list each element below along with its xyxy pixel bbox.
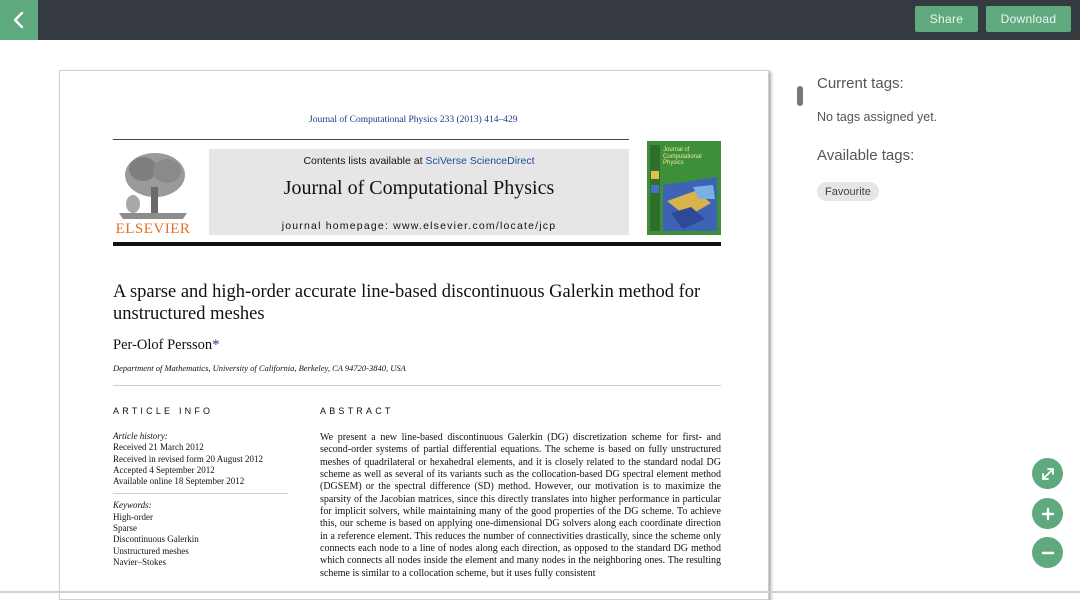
contents-line xyxy=(209,155,629,167)
header-rule xyxy=(113,139,629,140)
sciencedirect-link[interactable]: SciVerse ScienceDirect xyxy=(425,155,535,167)
chevron-left-icon xyxy=(12,11,26,29)
history-item: Available online 18 September 2012 xyxy=(113,476,245,487)
abstract-heading: ABSTRACT xyxy=(320,406,394,416)
keyword-item: Navier–Stokes xyxy=(113,556,166,567)
no-tags-text: No tags assigned yet. xyxy=(817,110,938,124)
available-tags-heading: Available tags: xyxy=(817,147,915,164)
keywords-label: Keywords: xyxy=(113,500,152,511)
masthead-rule xyxy=(113,242,721,246)
journal-citation: Journal of Computational Physics 233 (2013) 414–429 xyxy=(309,115,518,125)
keyword-item: Discontinuous Galerkin xyxy=(113,534,199,545)
back-button[interactable] xyxy=(0,0,38,40)
download-button[interactable]: Download xyxy=(986,6,1071,32)
cover-title: Journal of Computational Physics xyxy=(663,147,702,166)
keyword-item: Unstructured meshes xyxy=(113,545,189,556)
journal-cover xyxy=(647,141,721,235)
article-info-heading: ARTICLE INFO xyxy=(113,406,214,416)
tag-chip-favourite[interactable]: Favourite xyxy=(817,182,879,201)
expand-arrows-icon xyxy=(1040,466,1056,482)
journal-name: Journal of Computational Physics xyxy=(283,177,555,199)
journal-banner xyxy=(209,149,629,235)
publisher-logo-text: ELSEVIER xyxy=(115,221,191,237)
current-tags-heading: Current tags: xyxy=(817,75,904,92)
contents-line-prefix: Contents lists available at xyxy=(303,155,426,167)
plus-icon xyxy=(1041,507,1055,521)
article-info xyxy=(113,431,293,568)
author-line xyxy=(113,337,219,354)
journal-homepage: journal homepage: www.elsevier.com/locate/jcp xyxy=(281,220,557,232)
minus-icon xyxy=(1041,546,1055,560)
document-viewer[interactable] xyxy=(0,40,790,593)
viewer-scrollbar[interactable] xyxy=(797,86,803,106)
affiliation: Department of Mathematics, University of California, Berkeley, CA 94720-3840, USA xyxy=(113,363,406,373)
author-name: Per-Olof Persson xyxy=(113,337,213,353)
paper-title: A sparse and high-order accurate line-based discontinuous Galerkin method for unstructured meshes xyxy=(113,282,701,324)
top-bar xyxy=(0,0,1080,40)
zoom-in-button[interactable] xyxy=(1032,498,1063,529)
abstract-text: We present a new line-based discontinuous Galerkin (DG) discretization scheme for first- and second-order systems of partial differential equations. The scheme is based on fully unstructured meshes of quadrilateral or hexahedral elements, and it is closely related to the standard nodal DG scheme as well as several of its variants such as the collocation-based DG spectral element method (DGSEM) or the spectral difference (SD) method. However, our motivation is to maximize the sparsity of the Jacobian matrices, since this directly translates into higher performance in particular for implicit solvers, while maintaining many of the good properties of the DG scheme. To achieve this, our scheme is based on applying one-dimensional DG solvers along each coordinate direction in a reference element. This reduces the number of connectivities drastically, since the scheme only connects each node to a line of nodes along each direction, as opposed to the standard DG method which connects all nodes inside the element and many nodes in the neighboring ones. The resulting scheme is similar to a collocation scheme, but it uses fully consistent xyxy=(320,432,721,579)
history-item: Received 21 March 2012 xyxy=(113,442,204,453)
fit-page-button[interactable] xyxy=(1032,458,1063,489)
history-item: Received in revised form 20 August 2012 xyxy=(113,453,263,464)
affiliation-rule xyxy=(113,385,721,386)
share-button[interactable]: Share xyxy=(915,6,978,32)
zoom-out-button[interactable] xyxy=(1032,537,1063,568)
corresponding-author-mark[interactable]: * xyxy=(212,337,220,353)
article-history-label: Article history: xyxy=(113,431,168,441)
info-divider xyxy=(113,493,288,494)
keyword-item: Sparse xyxy=(113,523,137,534)
pdf-page xyxy=(59,70,769,600)
keyword-item: High-order xyxy=(113,511,153,522)
history-item: Accepted 4 September 2012 xyxy=(113,464,215,475)
